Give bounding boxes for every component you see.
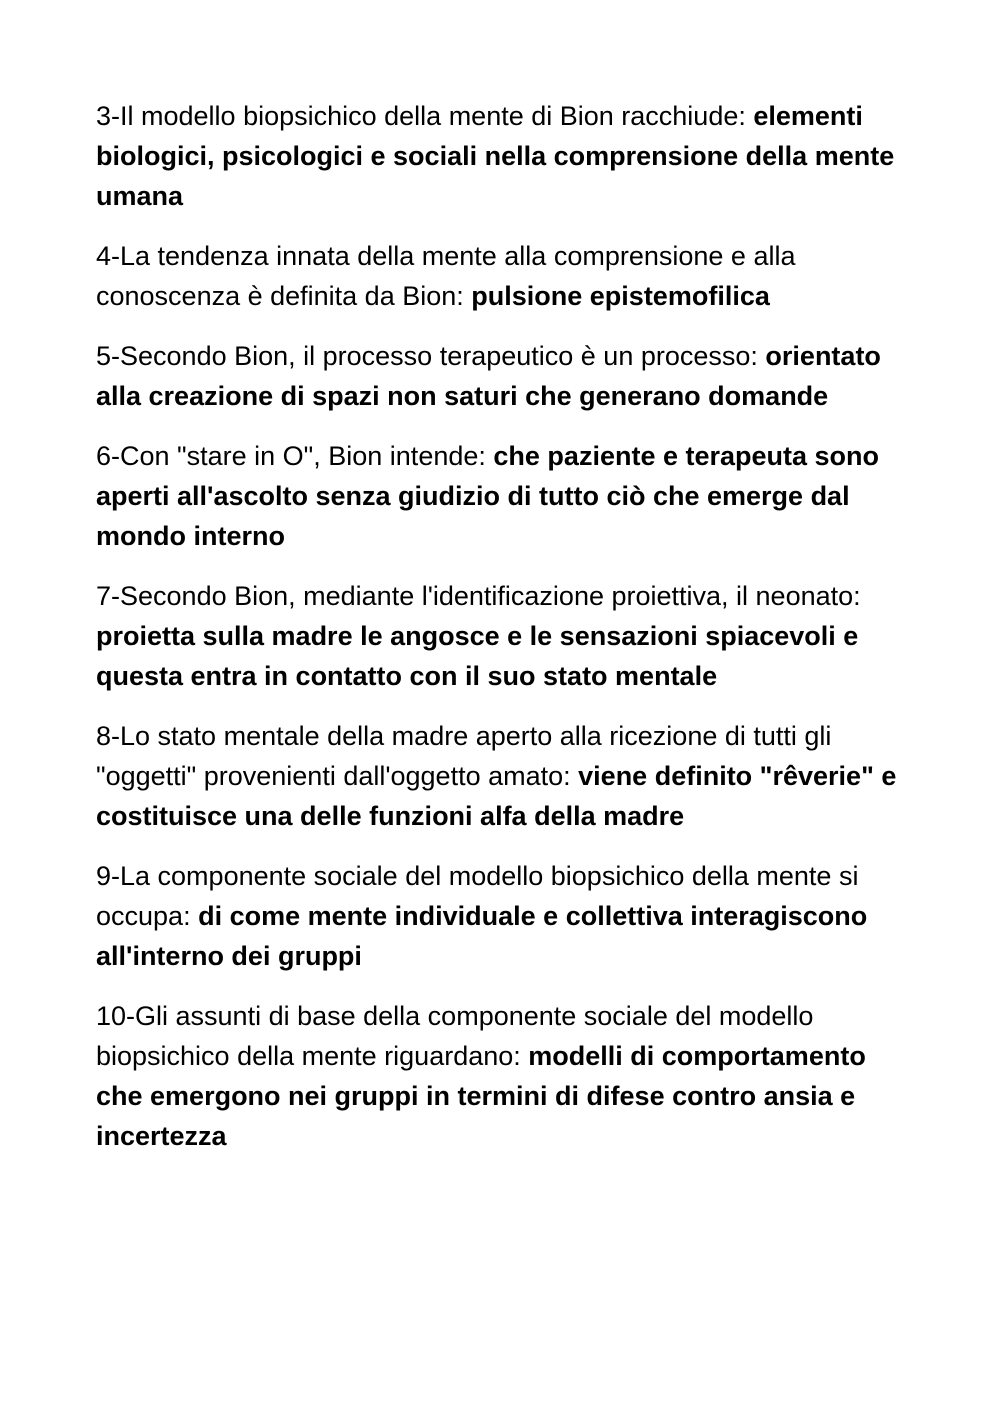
- document-page: [96, 96, 916, 1176]
- question-text: 6-Con "stare in O", Bion intende:: [96, 441, 486, 471]
- qa-item-5: [96, 336, 916, 416]
- qa-item-6: [96, 436, 916, 556]
- answer-text: di come mente individuale e collettiva interagiscono all'interno dei gruppi: [96, 901, 868, 971]
- question-text: 8-Lo stato mentale della madre aperto alla ricezione di tutti gli "oggetti" provenienti dall'oggetto amato:: [96, 721, 832, 791]
- question-text: 10-Gli assunti di base della componente sociale del modello biopsichico della mente riguardano:: [96, 1001, 814, 1071]
- answer-text: pulsione epistemofilica: [471, 281, 770, 311]
- question-text: 9-La componente sociale del modello biopsichico della mente si occupa:: [96, 861, 859, 931]
- answer-text: orientato alla creazione di spazi non saturi che generano domande: [96, 341, 881, 411]
- qa-item-3: [96, 96, 916, 216]
- qa-item-7: [96, 576, 916, 696]
- qa-item-9: [96, 856, 916, 976]
- qa-item-8: [96, 716, 916, 836]
- question-text: 4-La tendenza innata della mente alla comprensione e alla conoscenza è definita da Bion:: [96, 241, 796, 311]
- answer-text: modelli di comportamento che emergono nei gruppi in termini di difese contro ansia e incertezza: [96, 1041, 866, 1151]
- answer-text: elementi biologici, psicologici e sociali nella comprensione della mente umana: [96, 101, 895, 211]
- qa-item-10: [96, 996, 916, 1156]
- answer-text: viene definito "rêverie" e costituisce una delle funzioni alfa della madre: [96, 761, 897, 831]
- answer-text: proietta sulla madre le angosce e le sensazioni spiacevoli e questa entra in contatto con il suo stato mentale: [96, 621, 859, 691]
- question-text: 7-Secondo Bion, mediante l'identificazione proiettiva, il neonato:: [96, 581, 861, 611]
- question-text: 5-Secondo Bion, il processo terapeutico è un processo:: [96, 341, 758, 371]
- qa-item-4: [96, 236, 916, 316]
- answer-text: che paziente e terapeuta sono aperti all'ascolto senza giudizio di tutto ciò che emerge dal mondo interno: [96, 441, 880, 551]
- question-text: 3-Il modello biopsichico della mente di Bion racchiude:: [96, 101, 746, 131]
